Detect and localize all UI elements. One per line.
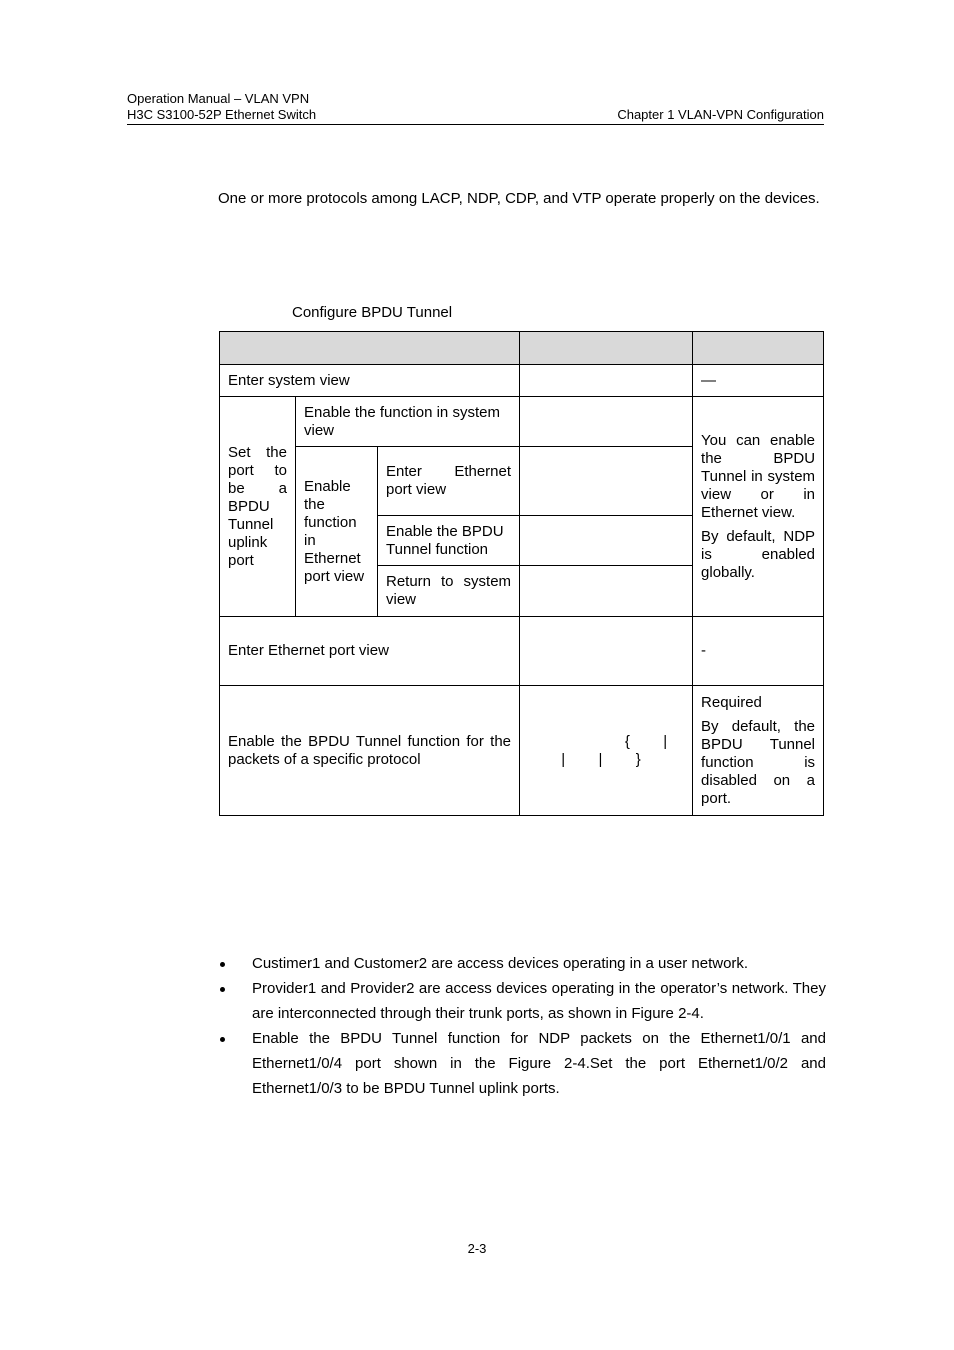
operation-cell: Enable the BPDU Tunnel function	[378, 516, 520, 566]
manual-title: Operation Manual – VLAN VPN	[127, 91, 310, 106]
table-row	[220, 365, 824, 397]
command-cell	[520, 516, 693, 566]
command-cell	[520, 566, 693, 617]
table-row	[220, 397, 824, 447]
list-item: Enable the BPDU Tunnel function for NDP packets on the Ethernet1/0/1 and Ethernet1/0/4 port shown in the Figure 2-4.Set the port Ethernet1/0/2 and Ethernet1/0/3 to be BPDU Tunnel uplink ports.	[218, 1026, 826, 1101]
intro-paragraph: One or more protocols among LACP, NDP, CDP, and VTP operate properly on the devices.	[218, 190, 820, 207]
bpdu-tunnel-config-table	[219, 331, 824, 816]
chapter-title: Chapter 1 VLAN-VPN Configuration	[617, 107, 824, 122]
command-cell	[520, 397, 693, 447]
header-command	[520, 332, 693, 365]
header-operation	[220, 332, 520, 365]
list-item: Custimer1 and Customer2 are access devices operating in a user network.	[218, 951, 826, 976]
table-row	[220, 686, 824, 816]
command-cell	[520, 686, 693, 816]
command-cell	[520, 617, 693, 686]
ethernet-view-group-label: Enable the function in Ethernet port view	[296, 447, 378, 617]
operation-cell: Enter system view	[220, 365, 520, 397]
command-cell	[520, 365, 693, 397]
bullet-icon	[220, 1037, 225, 1042]
command-syntax-line: { |	[624, 732, 668, 750]
table-row	[220, 617, 824, 686]
command-syntax-line: | | }	[561, 750, 641, 768]
uplink-port-label: Set the port to be a BPDU Tunnel uplink port	[220, 397, 296, 617]
list-item: Provider1 and Provider2 are access devices operating in the operator’s network. They are interconnected through their trunk ports, as shown in Figure 2-4.	[218, 976, 826, 1026]
remark-text: By default, the BPDU Tunnel function is disabled on a port.	[701, 717, 816, 807]
remark-cell: -	[693, 617, 824, 686]
remark-cell: —	[693, 365, 824, 397]
header-remarks	[693, 332, 824, 365]
remark-text: You can enable the BPDU Tunnel in system view or in Ethernet view.	[701, 431, 816, 521]
table-header-row	[220, 332, 824, 365]
bullet-icon	[220, 962, 225, 967]
operation-cell: Enable the BPDU Tunnel function for the packets of a specific protocol	[220, 686, 520, 816]
remark-text: Required	[701, 693, 762, 711]
bullet-icon	[220, 987, 225, 992]
product-name: H3C S3100-52P Ethernet Switch	[127, 107, 317, 122]
command-cell	[520, 447, 693, 516]
remark-text: By default, NDP is enabled globally.	[701, 527, 816, 581]
header-left	[127, 91, 316, 123]
operation-cell: Enter Ethernet port view	[220, 617, 520, 686]
page-number: 2-3	[467, 1241, 487, 1256]
operation-cell: Enable the function in system view	[296, 397, 520, 447]
operation-cell: Enter Ethernet port view	[378, 447, 520, 516]
operation-cell: Return to system view	[378, 566, 520, 617]
network-description-list	[218, 951, 826, 1101]
table-caption: Configure BPDU Tunnel	[292, 304, 453, 321]
remark-cell	[693, 686, 824, 816]
header-divider	[127, 124, 824, 125]
uplink-remark-cell	[693, 397, 824, 617]
